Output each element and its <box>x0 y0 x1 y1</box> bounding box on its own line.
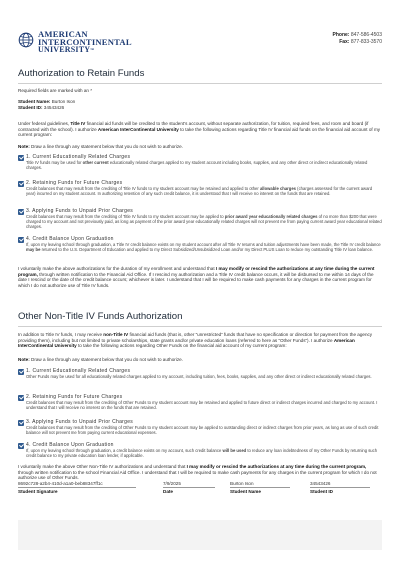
name-value[interactable]: Burton Ison <box>230 481 290 488</box>
section1-title: Authorization to Retain Funds <box>18 68 145 79</box>
checkbox-checked-icon[interactable] <box>18 369 24 375</box>
desc-text: Credit balances that may result from the crediting of Title IV funds to my student account may be applied to <box>26 214 225 219</box>
student-info <box>18 99 382 110</box>
checkbox-checked-icon[interactable] <box>18 155 24 161</box>
desc-text: educationally related charges applied to my student account including books, supplies, and any other direct or indirect educationally related charges. <box>26 160 368 171</box>
checkbox-checked-icon[interactable] <box>18 443 24 449</box>
closing-text: I voluntarily make the above authorizations for the duration of my enrollment and understand that <box>18 266 216 271</box>
date-value[interactable]: 7/9/2025 <box>163 481 215 488</box>
section1-note <box>18 144 382 150</box>
desc-text: Title IV funds may be used for <box>26 160 83 165</box>
logo-line-1: AMERICAN <box>38 29 88 39</box>
student-name-value: Burton Ison <box>51 99 76 104</box>
s1-option-1[interactable] <box>18 154 382 174</box>
intro-text: Under federal guidelines, <box>18 121 71 126</box>
student-name-label: Student Name: <box>18 99 51 104</box>
date-cell[interactable] <box>163 481 215 494</box>
required-note: Required fields are marked with an * <box>18 88 93 93</box>
date-label: Date <box>163 489 173 494</box>
fax-label: Fax: <box>339 38 350 45</box>
signature-value[interactable]: 8692c728-a2b4-410d-a1a0-beb88347ff1c <box>18 481 136 488</box>
note-text: Draw a line through any statement below that you do not wish to authorize. <box>29 357 183 362</box>
section2-closing <box>18 464 382 481</box>
checkbox-checked-icon[interactable] <box>18 420 24 426</box>
option-title: 2. Retaining Funds for Future Charges <box>26 180 123 186</box>
checkbox-checked-icon[interactable] <box>18 209 24 215</box>
student-id-label: Student ID: <box>18 104 43 110</box>
desc-bold: prior award year educationally related charges <box>224 214 318 219</box>
contact-info <box>333 32 382 45</box>
note-label: Note: <box>18 357 30 362</box>
phone-label: Phone: <box>332 32 350 38</box>
s1-option-4[interactable] <box>18 236 382 262</box>
note-label: Note: <box>18 144 30 149</box>
university-logo <box>18 30 132 54</box>
section1-closing <box>18 266 382 288</box>
desc-text: If, upon my leaving school through graduation, a credit balance exists on my account, such credit balance <box>26 448 223 453</box>
desc-bold: other current <box>82 160 109 165</box>
option-description <box>26 448 382 458</box>
intro-bold: non-Title IV <box>103 332 129 337</box>
option-title: 4. Credit Balance Upon Graduation <box>26 236 114 242</box>
option-description: Other Funds may be used for all educationally related charges applied to my account, including tuition, fees, books, supplies, and any other direct or indirect educationally related charges. <box>26 374 372 379</box>
closing-text: I voluntarily make the above Other Non-Title IV authorizations and understand that <box>18 464 187 469</box>
checkbox-checked-icon[interactable] <box>18 181 24 187</box>
closing-text: through written notification to the Financial Aid Office. If I rescind my authorization and a Title IV credit balance occurs, it will be disbursed to me within 14 days of the date I rescind or the date of the credit balance occurs; whichever is later. I understand that I will be required to make cash payments for any charges in the current program for which I do not authorize use of Title IV funds. <box>18 271 374 288</box>
desc-bold: will be used <box>222 448 247 453</box>
s2-option-1[interactable] <box>18 368 382 388</box>
name-label: Student Name <box>230 489 261 494</box>
student-id-value: 34543426 <box>43 104 65 110</box>
closing-bold: I may modify or rescind the authorizations at any time during the current program, <box>18 266 375 277</box>
note-text: Draw a line through any statement below that you do not wish to authorize. <box>29 144 183 149</box>
s1-option-2[interactable] <box>18 180 382 206</box>
option-description <box>26 242 382 252</box>
id-value[interactable]: 34543426 <box>310 481 370 488</box>
checkbox-checked-icon[interactable] <box>18 395 24 401</box>
intro-bold: American InterContinental University <box>18 337 355 349</box>
option-description <box>26 160 382 170</box>
id-cell[interactable] <box>310 481 370 494</box>
desc-bold: allowable charges <box>259 186 297 191</box>
desc-bold: may be <box>26 247 41 253</box>
intro-text: financial aid funds (that is, other “unrestricted” funds that have no specification or direction for payment from the agency providing them), including but not limited to private scholarships, state grants and/or private education loans (referred to here as “Other Funds”). I authorize <box>18 332 373 343</box>
section1-intro <box>18 121 382 138</box>
intro-text: In addition to Title IV funds, I may receive <box>18 332 104 337</box>
footer-bar <box>18 520 382 550</box>
section2-note <box>18 357 382 363</box>
option-title: 4. Credit Balance Upon Graduation <box>26 442 114 448</box>
signature-label: Student Signature <box>18 489 58 494</box>
section2-title-bar <box>18 311 382 327</box>
id-label: Student ID <box>310 489 333 494</box>
intro-text: to take the following actions regarding Other Funds on the financial aid account of my current program: <box>76 343 287 349</box>
closing-text: through written notification to the school Financial Aid Office. I understand that I will be required to make cash payments for any charges in the current program for which I do not authorize use of Other Funds. <box>18 469 377 481</box>
desc-text: (charges assessed for the current award year) incurred on my student account. In authorizing retention of any such credit balance, it is understood that I will receive no interest on the funds that are retained. <box>26 186 373 197</box>
section1-title-bar <box>18 68 382 84</box>
section2-intro <box>18 332 382 349</box>
checkbox-checked-icon[interactable] <box>18 237 24 243</box>
option-title: 2. Retaining Funds for Future Charges <box>26 394 123 400</box>
signature-cell[interactable] <box>18 481 136 494</box>
option-description <box>26 214 382 229</box>
s2-option-4[interactable] <box>18 442 382 462</box>
s1-option-3[interactable] <box>18 208 382 234</box>
option-description <box>26 186 382 196</box>
option-title: 1. Current Educationally Related Charges <box>26 368 131 374</box>
option-description: Credit balances that may result from the crediting of Other Funds to my student account may be applied to outstanding direct or indirect charges from prior years, as long as use of such credit balance will not prevent me from paying current educational expenses. <box>26 425 379 436</box>
logo-line-2: INTERCONTINENTAL <box>38 37 132 47</box>
desc-text: returned to the U.S. Department of Education and applied to my Direct Subsidized/Unsubsidized Loan and/or my Direct PLUS Loan to reduce my outstanding Title IV loan balance. <box>40 247 374 253</box>
logo-trademark: ™ <box>90 47 95 52</box>
signature-row <box>18 481 382 501</box>
desc-text: to reduce any loan indebtedness of my Other Funds by returning such credit balance to my private education loan lender, if applicable. <box>26 448 378 459</box>
name-cell[interactable] <box>230 481 290 494</box>
intro-text: financial aid funds will be credited to the student’s account, without separate authorization, for tuition, required fees, and room and board (if contracted with the school). I authorize <box>18 121 369 132</box>
globe-icon <box>18 32 34 48</box>
intro-bold: Title IV <box>70 121 86 126</box>
desc-text: of no more than $200 that were charged to my account and not previously paid, as long as payment of the prior award year educationally related charges will not prevent me from paying current award year educational related charges. <box>26 214 382 230</box>
s2-option-3[interactable] <box>18 419 382 439</box>
option-description: Credit balances that may result from the crediting of Other Funds to my student account may be retained and applied to future direct or indirect charges incurred and charged to my account. I understand that I will receive no interest on the funds that are retained. <box>26 400 378 411</box>
desc-text: If, upon my leaving school through graduation, a Title IV credit balance exists on my student account after all Title IV returns and tuition adjustments have been made, the Title IV credit balance <box>26 242 381 247</box>
fax-number: 877-833-3570 <box>350 38 382 45</box>
option-title: 3. Applying Funds to Unpaid Prior Charges <box>26 419 134 425</box>
intro-text: to take the following actions regarding Title IV financial aid funds on the financial aid account of my current program: <box>18 126 381 138</box>
section2-title: Other Non-Title IV Funds Authorization <box>18 311 183 322</box>
s2-option-2[interactable] <box>18 394 382 414</box>
phone-number: 847-586-4503 <box>350 32 382 38</box>
closing-bold: I may modify or rescind the authorizations at any time during the current program, <box>186 464 367 469</box>
intro-bold: American InterContinental University <box>97 126 179 132</box>
option-title: 3. Applying Funds to Unpaid Prior Charges <box>26 208 134 214</box>
logo-line-3: UNIVERSITY <box>38 45 91 54</box>
option-title: 1. Current Educationally Related Charges <box>26 154 131 160</box>
desc-text: Credit balances that may result from the crediting of Title IV funds to my student account may be retained and applied to other <box>26 186 260 191</box>
header <box>18 30 382 60</box>
